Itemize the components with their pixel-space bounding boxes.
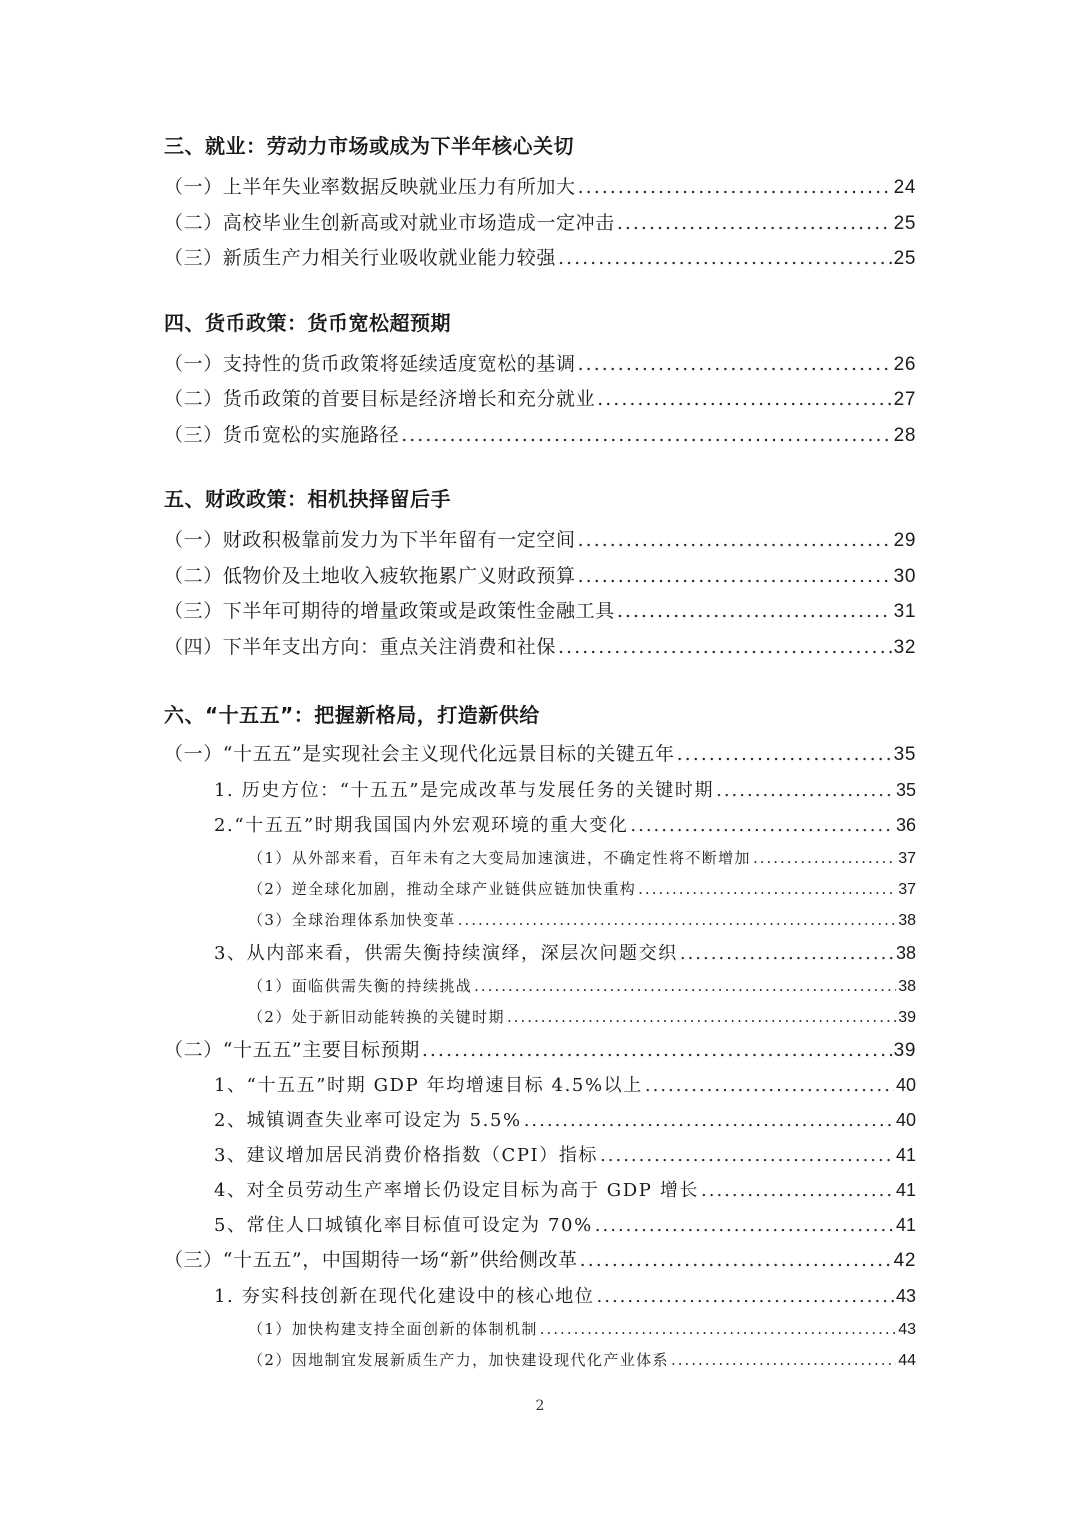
entry-page-number: 38 (898, 977, 916, 995)
entry-page-number: 38 (895, 942, 916, 963)
section-title: 三、就业：劳动力市场或成为下半年核心关切 (164, 134, 574, 158)
toc-entry[interactable] (164, 1002, 916, 1033)
section-title: 四、货币政策：货币宽松超预期 (164, 310, 451, 335)
dot-leader (401, 418, 891, 454)
entry-text: 4、对全员劳动生产率增长仍设定目标为高于 GDP 增长 (214, 1180, 700, 1201)
entry-text: （一）上半年失业率数据反映就业压力有所加大 (164, 176, 576, 198)
dot-leader (524, 1103, 894, 1138)
toc-entry[interactable] (164, 1314, 916, 1345)
entry-page-number: 40 (895, 1110, 916, 1130)
entry-page-number: 38 (898, 911, 916, 929)
dot-leader (578, 523, 892, 559)
toc-entry[interactable] (164, 737, 916, 773)
toc-entry[interactable] (164, 1068, 916, 1103)
entry-page-number: 39 (893, 1039, 916, 1061)
toc-section-employment (164, 128, 916, 277)
entry-page-number: 44 (898, 1351, 916, 1369)
dot-leader (558, 630, 892, 666)
dot-leader (597, 1279, 894, 1314)
dot-leader (671, 1345, 896, 1376)
entry-page-number: 25 (893, 248, 916, 269)
entry-text: （三）“十五五”，中国期待一场“新”供给侧改革 (164, 1249, 578, 1271)
entry-page-number: 41 (895, 1145, 916, 1165)
entry-page-number: 41 (895, 1215, 916, 1235)
toc-entry[interactable] (164, 874, 916, 905)
dot-leader (617, 206, 892, 242)
entry-page-number: 24 (893, 177, 916, 198)
dot-leader (701, 1173, 894, 1208)
entry-page-number: 41 (895, 1180, 916, 1200)
toc-entry[interactable] (164, 559, 916, 595)
entry-page-number: 36 (895, 814, 916, 835)
entry-text: （一）支持性的货币政策将延续适度宽松的基调 (164, 352, 576, 375)
dot-leader (422, 1033, 892, 1069)
toc-entry[interactable] (164, 241, 916, 277)
entry-page-number: 37 (898, 880, 916, 898)
toc-entry[interactable] (164, 347, 916, 383)
dot-leader (716, 773, 894, 808)
toc-section-monetary-policy (164, 305, 916, 454)
dot-leader (680, 936, 894, 971)
table-of-contents (164, 128, 916, 1376)
toc-entry[interactable] (164, 773, 916, 808)
toc-entry[interactable] (164, 971, 916, 1002)
entry-text: （3）全球治理体系加快变革 (248, 910, 456, 929)
entry-text: （二）低物价及土地收入疲软拖累广义财政预算 (164, 564, 576, 587)
dot-leader (677, 737, 892, 773)
entry-text: 1. 夯实科技创新在现代化建设中的核心地位 (214, 1285, 595, 1307)
entry-text: （二）货币政策的首要目标是经济增长和充分就业 (164, 388, 596, 410)
toc-entry[interactable] (164, 630, 916, 666)
dot-leader (645, 1068, 894, 1103)
toc-entry[interactable] (164, 1173, 916, 1208)
dot-leader (617, 594, 892, 630)
dot-leader (600, 1138, 894, 1173)
entry-page-number: 30 (893, 565, 916, 587)
dot-leader (474, 971, 896, 1002)
toc-entry[interactable] (164, 905, 916, 936)
entry-text: （二）“十五五”主要目标预期 (164, 1038, 420, 1061)
dot-leader (630, 808, 894, 843)
toc-entry[interactable] (164, 418, 916, 454)
entry-text: （三）新质生产力相关行业吸收就业能力较强 (164, 247, 557, 269)
entry-page-number: 35 (893, 744, 916, 765)
dot-leader (595, 1208, 894, 1243)
toc-entry[interactable] (164, 1345, 916, 1376)
entry-text: （2）逆全球化加剧，推动全球产业链供应链加快重构 (248, 879, 637, 898)
entry-page-number: 28 (893, 424, 916, 446)
entry-text: （一）“十五五”是实现社会主义现代化远景目标的关键五年 (164, 743, 675, 765)
dot-leader (458, 905, 896, 936)
entry-page-number: 31 (893, 601, 916, 622)
entry-text: 2、城镇调查失业率可设定为 5.5% (214, 1110, 522, 1131)
entry-text: 3、建议增加居民消费价格指数（CPI）指标 (214, 1145, 599, 1166)
toc-entry[interactable] (164, 936, 916, 971)
entry-page-number: 29 (893, 530, 916, 551)
entry-text: （三）货币宽松的实施路径 (164, 423, 400, 446)
entry-page-number: 26 (893, 353, 916, 375)
entry-text: 3、从内部来看，供需失衡持续演绎，深层次问题交织 (214, 942, 678, 964)
entry-page-number: 39 (898, 1008, 916, 1026)
entry-text: （2）处于新旧动能转换的关键时期 (248, 1007, 505, 1026)
dot-leader (578, 347, 892, 383)
entry-page-number: 25 (893, 212, 916, 234)
entry-text: 1、“十五五”时期 GDP 年均增速目标 4.5%以上 (214, 1075, 643, 1096)
toc-entry[interactable] (164, 1279, 916, 1314)
entry-text: （二）高校毕业生创新高或对就业市场造成一定冲击 (164, 211, 615, 234)
dot-leader (597, 382, 891, 418)
entry-text: （四）下半年支出方向：重点关注消费和社保 (164, 635, 557, 658)
entry-text: （2）因地制宜发展新质生产力，加快建设现代化产业体系 (248, 1350, 669, 1369)
entry-page-number: 40 (895, 1075, 916, 1095)
dot-leader (578, 559, 892, 595)
entry-text: （一）财政积极靠前发力为下半年留有一定空间 (164, 529, 576, 551)
entry-text: 5、常住人口城镇化率目标值可设定为 70% (214, 1215, 593, 1236)
toc-entry[interactable] (164, 1138, 916, 1173)
entry-text: （1）面临供需失衡的持续挑战 (248, 976, 473, 995)
toc-entry[interactable] (164, 1243, 916, 1279)
dot-leader (580, 1243, 892, 1279)
entry-text: 2.“十五五”时期我国国内外宏观环境的重大变化 (214, 814, 629, 836)
toc-entry[interactable] (164, 1103, 916, 1138)
toc-entry[interactable] (164, 594, 916, 630)
toc-section-fiscal-policy (164, 481, 916, 665)
toc-entry[interactable] (164, 382, 916, 418)
toc-entry[interactable] (164, 1033, 916, 1069)
dot-leader (638, 874, 896, 905)
toc-entry[interactable] (164, 206, 916, 242)
entry-page-number: 43 (898, 1320, 916, 1338)
entry-text: （三）下半年可期待的增量政策或是政策性金融工具 (164, 600, 615, 622)
entry-text: （1）加快构建支持全面创新的体制机制 (248, 1319, 538, 1338)
entry-page-number: 27 (893, 389, 916, 410)
dot-leader (540, 1314, 896, 1345)
entry-text: （1）从外部来看，百年未有之大变局加速演进，不确定性将不断增加 (248, 848, 751, 867)
entry-page-number: 32 (893, 636, 916, 658)
entry-text: 1. 历史方位：“十五五”是完成改革与发展任务的关键时期 (214, 779, 715, 801)
section-title: 六、“十五五”：把握新格局，打造新供给 (164, 703, 540, 727)
page-number-footer: 2 (535, 1398, 545, 1414)
entry-page-number: 43 (895, 1285, 916, 1306)
toc-entry[interactable] (164, 1208, 916, 1243)
dot-leader (558, 241, 892, 277)
entry-page-number: 35 (895, 779, 916, 800)
entry-page-number: 42 (893, 1250, 916, 1271)
toc-entry[interactable] (164, 808, 916, 843)
toc-entry[interactable] (164, 170, 916, 206)
toc-entry[interactable] (164, 843, 916, 874)
toc-section-15th-five-year-plan (164, 697, 916, 1376)
section-title: 五、财政政策：相机抉择留后手 (164, 487, 451, 511)
dot-leader (578, 170, 892, 206)
dot-leader (753, 843, 896, 874)
entry-page-number: 37 (898, 849, 916, 867)
toc-entry[interactable] (164, 523, 916, 559)
dot-leader (507, 1002, 896, 1033)
